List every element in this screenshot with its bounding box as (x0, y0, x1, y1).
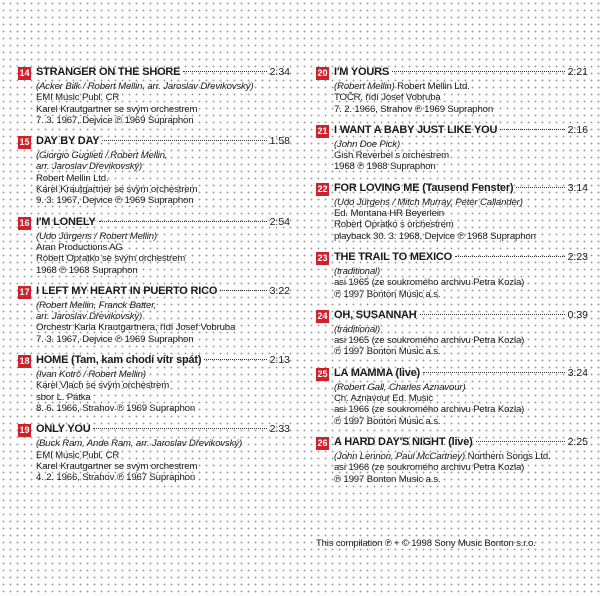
track-info-line: 1968 ℗ 1968 Supraphon (36, 264, 138, 276)
track-entry (316, 436, 588, 485)
track-number-badge: 14 (19, 68, 30, 78)
track-duration: 2:13 (269, 354, 290, 367)
track-title: A HARD DAY'S NIGHT (live) (334, 435, 473, 448)
track-credits-line (334, 451, 588, 462)
track-credits-line (334, 382, 588, 393)
track-number-badge: 25 (317, 368, 328, 379)
dot-leader (93, 428, 266, 429)
track-info-line: 1968 ℗ 1968 Supraphon (334, 161, 436, 173)
track-info-line: Orchestr Karla Krautgartnera, řídí Josef Vobruba (36, 322, 236, 334)
track-credits: arr. Jaroslav Dřevikovský) (36, 161, 143, 173)
track-heading (334, 124, 588, 139)
track-credits: (Robert Mellin) (334, 81, 395, 92)
track-credits: (Acker Bilk / Robert Mellin, arr. Jaroslav Dřevikovský) (36, 81, 254, 92)
track-credits-line (36, 161, 290, 172)
track-entry (316, 251, 588, 300)
track-title: LA MAMMA (live) (334, 366, 421, 379)
dot-leader (99, 221, 267, 222)
track-info-line: Ch. Aznavour Ed. Music (334, 393, 434, 405)
left-column (18, 66, 290, 492)
track-entry (18, 354, 290, 414)
track-entry (316, 66, 588, 115)
track-heading (36, 354, 290, 369)
track-info-line: 7. 2. 1966, Strahov ℗ 1969 Supraphon (334, 103, 494, 115)
track-credits: (Udo Jürgens / Mitch Murray, Peter Callander) (334, 196, 523, 208)
track-credits: (Robert Mellin, Franck Batter, (36, 299, 157, 311)
track-title: I'M LONELY (36, 215, 96, 228)
track-number-badge: 17 (19, 286, 30, 297)
track-title: I WANT A BABY JUST LIKE YOU (334, 123, 498, 136)
track-number-badge: 20 (317, 68, 328, 78)
track-entry (18, 66, 290, 126)
track-credits-line (36, 311, 290, 322)
track-info-line: asi 1965 (ze soukromého archivu Petra Kozla) (334, 335, 525, 347)
track-info-line: Gish Reverbel s orchestrem (334, 150, 449, 162)
track-credits-line (36, 150, 290, 161)
track-duration: 2:33 (269, 423, 290, 436)
track-duration: 2:25 (567, 435, 588, 448)
track-title: THE TRAIL TO MEXICO (334, 250, 453, 263)
track-info-line: Aran Productions AG (36, 241, 123, 253)
track-info-line: Karel Krautgartner se svým orchestrem (36, 103, 198, 115)
track-title: OH, SUSANNAH (334, 308, 417, 321)
dot-leader (500, 129, 564, 130)
track-credits-line (334, 81, 588, 92)
track-heading (334, 66, 588, 81)
track-info-line: Karel Vlach se svým orchestrem (36, 380, 170, 392)
dot-leader (423, 372, 565, 373)
track-info-line: 7. 3. 1967, Dejvice ℗ 1969 Supraphon (36, 114, 194, 126)
track-entry (316, 182, 588, 242)
track-info-line: ℗ 1997 Bonton Music a.s. (334, 288, 441, 300)
track-heading (334, 182, 588, 197)
track-number-badge: 21 (317, 125, 328, 136)
track-info-line: EMI Music Publ. CR (36, 449, 120, 461)
track-entry (316, 124, 588, 173)
track-info-line: ℗ 1997 Bonton Music a.s. (334, 346, 441, 358)
dot-leader (516, 187, 564, 188)
track-credits: (traditional) (334, 265, 381, 277)
track-duration: 3:24 (567, 366, 588, 379)
track-info-line: ℗ 1997 Bonton Music a.s. (334, 415, 441, 427)
track-credits-line (334, 197, 588, 208)
track-entry (18, 285, 290, 345)
track-heading (334, 251, 588, 266)
track-entry (316, 309, 588, 358)
track-duration: 3:14 (567, 181, 588, 194)
track-entry (18, 216, 290, 276)
track-credits-line (334, 266, 588, 277)
dot-leader (392, 71, 565, 72)
track-info-line: TOČR, řídí Josef Vobruba (334, 92, 441, 104)
track-info-line: Karel Krautgartner se svým orchestrem (36, 184, 198, 196)
track-number-badge: 15 (19, 137, 30, 148)
track-number-badge: 24 (317, 310, 328, 321)
track-info-line: sbor L. Pátka (36, 391, 91, 403)
track-credits-line (36, 300, 290, 311)
track-duration: 1:58 (269, 135, 290, 148)
track-info-line: Karel Krautgartner se svým orchestrem (36, 460, 198, 472)
track-heading (36, 423, 290, 438)
track-duration: 0:39 (567, 308, 588, 321)
track-duration: 2:21 (567, 66, 588, 78)
track-info-line: asi 1966 (ze soukromého archivu Petra Kozla) (334, 462, 525, 474)
track-number-badge: 22 (317, 183, 328, 194)
track-publisher: Robert Mellin Ltd. (394, 81, 470, 92)
track-credits: (Buck Ram, Ande Ram, arr. Jaroslav Dřevikovský) (36, 438, 243, 450)
track-title: STRANGER ON THE SHORE (36, 66, 181, 78)
track-title: I LEFT MY HEART IN PUERTO RICO (36, 284, 218, 297)
track-credits-line (334, 324, 588, 335)
dot-leader (476, 441, 565, 442)
track-info-line: asi 1965 (ze soukromého archivu Petra Kozla) (334, 277, 525, 289)
track-duration: 2:34 (269, 66, 290, 78)
track-heading (334, 367, 588, 382)
track-entry (18, 135, 290, 206)
track-number-badge: 19 (19, 425, 30, 436)
track-info-line: asi 1966 (ze soukromého archivu Petra Kozla) (334, 404, 525, 416)
track-heading (334, 436, 588, 451)
dot-leader (204, 359, 266, 360)
dot-leader (220, 290, 266, 291)
track-info-line: playback 30. 3. 1968, Dejvice ℗ 1968 Supraphon (334, 230, 536, 242)
track-credits-line (36, 231, 290, 242)
track-info-line: EMI Music Publ. CR (36, 92, 120, 104)
track-credits-line (36, 81, 290, 92)
track-title: ONLY YOU (36, 423, 91, 436)
track-info-line: Robert Opratko s orchestrem (334, 219, 454, 231)
track-title: HOME (Tam, kam chodí vítr spát) (36, 354, 202, 367)
track-info-line: ℗ 1997 Bonton Music a.s. (334, 473, 441, 485)
track-info-line: Robert Mellin Ltd. (36, 172, 109, 184)
track-heading (36, 66, 290, 81)
track-credits: (Udo Jürgens / Robert Mellin) (36, 230, 157, 242)
track-credits-line (334, 139, 588, 150)
track-info-line: 4. 2. 1966, Strahov ℗ 1967 Supraphon (36, 472, 196, 484)
track-info-line: 9. 3. 1967, Dejvice ℗ 1969 Supraphon (36, 195, 194, 207)
track-title: DAY BY DAY (36, 135, 100, 148)
track-info-line: 7. 3. 1967, Dejvice ℗ 1969 Supraphon (36, 333, 194, 345)
track-duration: 2:54 (269, 215, 290, 228)
track-credits: (Ivan Kotrč / Robert Mellin) (36, 369, 146, 381)
track-heading (36, 216, 290, 231)
track-credits: (John Lennon, Paul McCartney) (334, 450, 466, 462)
track-duration: 2:23 (567, 250, 588, 263)
track-duration: 3:22 (269, 284, 290, 297)
track-number-badge: 16 (19, 217, 30, 228)
dot-leader (102, 140, 266, 141)
track-credits: (Robert Gall, Charles Aznavour) (334, 381, 466, 393)
track-number-badge: 26 (317, 437, 328, 448)
track-title: FOR LOVING ME (Tausend Fenster) (334, 181, 514, 194)
track-credits-line (36, 369, 290, 380)
track-heading (36, 285, 290, 300)
track-number-badge: 18 (19, 356, 30, 367)
track-entry (18, 423, 290, 483)
track-credits: (John Doe Pick) (334, 138, 400, 150)
track-info-line: Ed. Montana HR Beyerlein (334, 208, 444, 220)
track-info-line: 8. 6. 1966, Strahov ℗ 1969 Supraphon (36, 402, 196, 414)
track-number-badge: 23 (317, 252, 328, 263)
track-credits: (traditional) (334, 323, 381, 335)
track-duration: 2:16 (567, 123, 588, 136)
right-column (316, 66, 588, 494)
dot-leader (455, 256, 565, 257)
track-title: I'M YOURS (334, 66, 390, 78)
dot-leader (183, 71, 266, 72)
track-entry (316, 367, 588, 427)
track-heading (36, 135, 290, 150)
track-credits: arr. Jaroslav Dřevikovský) (36, 311, 143, 323)
track-publisher: Northern Songs Ltd. (465, 450, 551, 462)
track-heading (334, 309, 588, 324)
track-info-line: Robert Opratko se svým orchestrem (36, 253, 186, 265)
dot-leader (420, 314, 565, 315)
copyright-footer: This compilation ℗ + © 1998 Sony Music Bonton s.r.o. (316, 538, 536, 549)
track-credits: (Giorgio Guglieti / Robert Mellin, (36, 150, 168, 162)
track-credits-line (36, 438, 290, 449)
